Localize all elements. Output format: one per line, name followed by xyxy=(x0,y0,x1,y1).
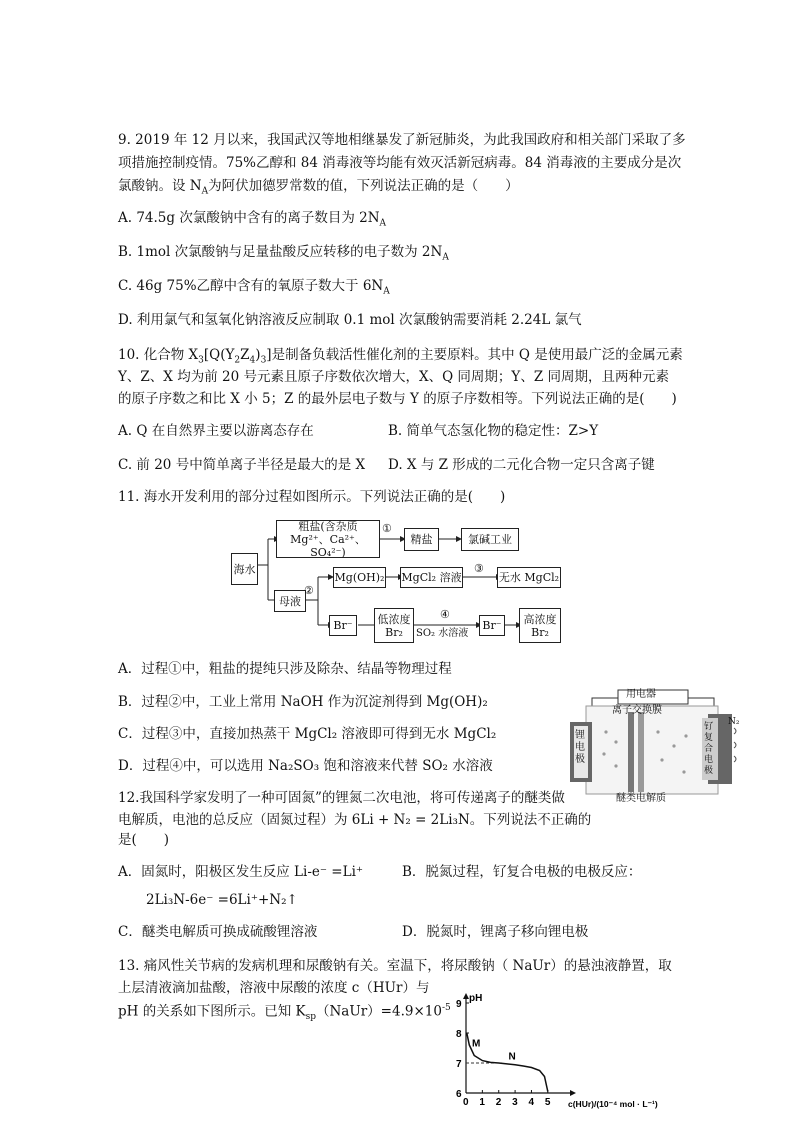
high-bromine-box: 高浓度 Br₂ xyxy=(519,608,561,643)
y-axis-label: pH xyxy=(469,993,483,1004)
q11-stem: 11. 海水开发利用的部分过程如图所示。下列说法正确的是( ) xyxy=(118,489,506,505)
q11-option-d: D．过程④中，可以选用 Na₂SO₃ 饱和溶液来代替 SO₂ 水溶液 xyxy=(118,758,493,774)
q13-stem-line2: 上层清液滴加盐酸，溶液中尿酸的浓度 c（HUr）与 xyxy=(118,980,430,996)
q12-option-d: D．脱氮时，锂离子移向锂电极 xyxy=(402,924,589,940)
y-tick-label: 7 xyxy=(456,1059,462,1070)
q11-option-a: A．过程①中，粗盐的提纯只涉及除杂、结晶等物理过程 xyxy=(118,661,452,677)
q12-option-b-equation: 2Li₃N-6e⁻ =6Li⁺+N₂↑ xyxy=(146,892,298,908)
q9-option-c: C. 46g 75%乙醇中含有的氧原子数大于 $6N_A$ xyxy=(118,278,390,297)
chlor-alkali-box: 氯碱工业 xyxy=(461,528,519,551)
bromide-box-2: Br⁻ xyxy=(479,615,505,636)
y-tick-label: 9 xyxy=(456,999,462,1010)
crude-salt-box: 粗盐(含杂质 Mg²⁺、Ca²⁺、SO₄²⁻) xyxy=(276,520,380,558)
fig-membrane-label: 离子交换膜 xyxy=(612,705,662,716)
q10-option-a: A. Q 在自然界主要以游离态存在 xyxy=(118,423,314,439)
q12-stem-line3: 是( ) xyxy=(118,832,170,848)
q9-option-b: B. 1mol 次氯酸钠与足量盐酸反应转移的电子数为 $2N_A$ xyxy=(118,244,449,263)
q12-stem-line1: 12.我国科学家发明了一种可固氮”的锂氮二次电池，将可传递离子的醚类做 xyxy=(118,790,565,806)
q10-option-c: C. 前 20 号中简单离子半径是最大的是 X xyxy=(118,457,366,473)
step-3-label: ③ xyxy=(474,562,484,575)
q10-option-d: D. X 与 Z 形成的二元化合物一定只含离子键 xyxy=(388,457,655,473)
mgcl2-solution-box: MgCl₂ 溶液 xyxy=(400,567,463,588)
q13-stem-line1: 13. 痛风性关节病的发病机理和尿酸钠有关。室温下，将尿酸钠（ NaUr）的悬浊液静置，取 xyxy=(118,958,672,974)
fig-electrolyte-label: 醚类电解质 xyxy=(616,793,666,804)
bromide-box: Br⁻ xyxy=(329,615,357,636)
point-n-label: N xyxy=(508,1051,516,1063)
q10-option-b: B. 简单气态氢化物的稳定性：Z>Y xyxy=(388,423,599,439)
refined-salt-box: 精盐 xyxy=(404,528,439,551)
fig-device-label: 用电器 xyxy=(626,689,656,700)
step-1-label: ① xyxy=(382,522,392,535)
point-m-label: M xyxy=(472,1038,481,1050)
mgoh2-box: Mg(OH)₂ xyxy=(333,567,386,588)
fig-ru-electrode-label: 钌复合电极 xyxy=(704,722,714,776)
so2-solution-label: SO₂ 水溶液 xyxy=(416,628,469,639)
q10-stem-line1: 10. 化合物 $X_3[Q(Y_2Z_4)_3]$是制备负载活性催化剂的主要原料。其中 Q 是使用最广泛的金属元素 xyxy=(118,347,683,366)
low-bromine-box: 低浓度 Br₂ xyxy=(374,608,414,643)
q11-option-b: B．过程②中，工业上常用 NaOH 作为沉淀剂得到 Mg(OH)₂ xyxy=(118,694,488,710)
fig-n2-label: N₂ xyxy=(728,717,740,727)
seawater-box: 海水 xyxy=(231,553,258,585)
q9-option-a: A. 74.5g 次氯酸钠中含有的离子数目为 $2N_A$ xyxy=(118,210,387,229)
y-tick-label: 6 xyxy=(456,1089,462,1100)
x-tick-label: 1 xyxy=(479,1097,485,1108)
step-2-label: ② xyxy=(304,584,314,597)
q12-option-a: A．固氮时，阳极区发生反应 Li-e⁻ =Li⁺ xyxy=(118,864,364,880)
q9-stem-line1: 9. 2019 年 12 月以来，我国武汉等地相继暴发了新冠肺炎，为此我国政府和相关部门采取了多 xyxy=(118,132,686,148)
x-tick-label: 4 xyxy=(528,1097,535,1108)
q12-option-b: B．脱氮过程，钌复合电极的电极反应： xyxy=(402,864,642,880)
q10-stem-line3: 的原子序数之和比 X 小 5；Z 的最外层电子数与 Y 的原子序数相等。下列说法正确的是( ) xyxy=(118,391,677,407)
q9-option-d: D. 利用氯气和氢氧化钠溶液反应制取 0.1 mol 次氯酸钠需要消耗 2.24L 氯气 xyxy=(118,312,582,328)
q9-stem-line3: 氯酸钠。设 $N_A$为阿伏加德罗常数的值，下列说法正确的是（ ） xyxy=(118,178,519,197)
y-tick-label: 8 xyxy=(456,1029,462,1040)
q13-stem-line3: pH 的关系如下图所示。已知 $K_{sp}(NaUr)=4.9\times 10^{-5}$ xyxy=(118,1003,451,1023)
q11-option-c: C．过程③中，直接加热蒸干 MgCl₂ 溶液即可得到无水 MgCl₂ xyxy=(118,726,497,742)
anhydrous-mgcl2-box: 无水 MgCl₂ xyxy=(497,567,561,588)
fig-li-electrode-label: 锂电极 xyxy=(575,730,585,765)
x-tick-label: 2 xyxy=(495,1097,502,1108)
ph-vs-hur-chart xyxy=(444,993,684,1115)
x-tick-label: 3 xyxy=(512,1097,518,1108)
x-tick-label: 0 xyxy=(463,1097,469,1108)
q9-stem-line2: 项措施控制疫情。75%乙醇和 84 消毒液等均能有效灭活新冠病毒。84 消毒液的主要成分是次 xyxy=(118,155,682,171)
q12-option-c: C．醚类电解质可换成硫酸锂溶液 xyxy=(118,924,318,940)
x-axis-arrow xyxy=(570,1090,576,1096)
q10-stem-line2: Y、Z、X 均为前 20 号元素且原子序数依次增大，X、Q 同周期；Y、Z 同周期，且两种元素 xyxy=(118,369,670,385)
q12-stem-line2: 电解质，电池的总反应（固氮过程）为 6Li + N₂ = 2Li₃N。下列说法不正确的 xyxy=(118,812,592,828)
mother-liquor-box: 母液 xyxy=(274,590,306,612)
x-axis-label: c(HUr)/(10⁻⁴ mol · L⁻¹) xyxy=(568,1099,658,1109)
x-tick-label: 5 xyxy=(544,1097,551,1108)
step-4-label: ④ xyxy=(440,608,450,621)
